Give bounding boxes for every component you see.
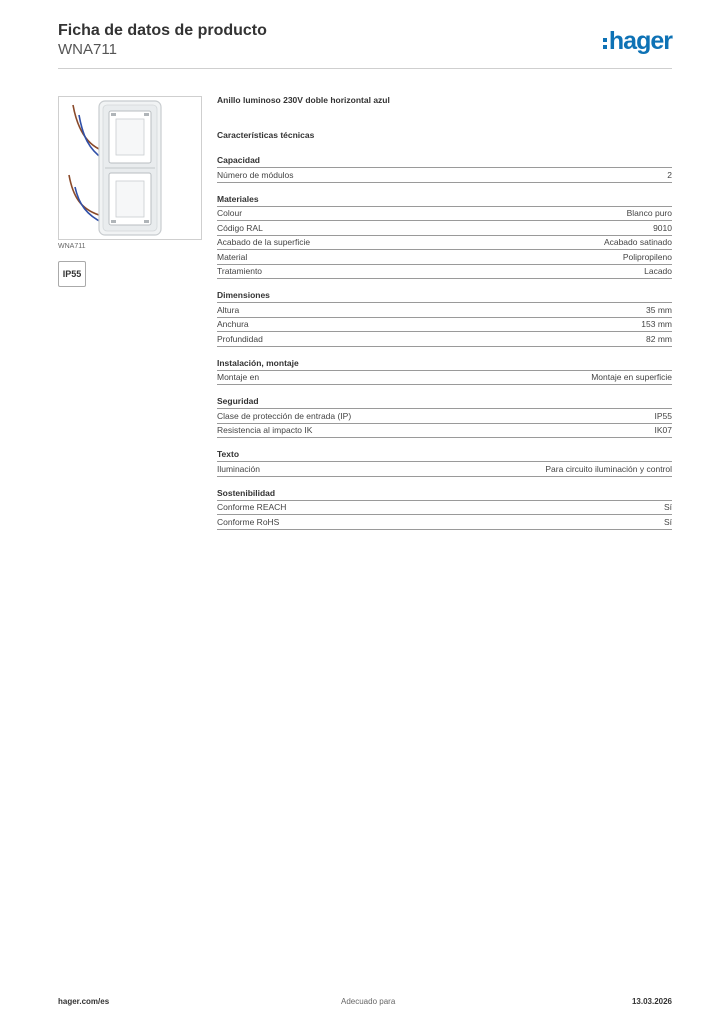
spec-label: Clase de protección de entrada (IP) xyxy=(217,410,352,421)
spec-value: Sí xyxy=(663,502,672,513)
section-title: Características técnicas xyxy=(217,130,315,140)
spec-value: Montaje en superficie xyxy=(591,372,672,383)
spec-value: Lacado xyxy=(644,266,672,277)
spec-label: Profundidad xyxy=(217,333,263,344)
spec-row xyxy=(217,332,672,347)
page-title: Ficha de datos de producto xyxy=(58,22,267,39)
group-title: Sostenibilidad xyxy=(217,487,672,501)
page-header xyxy=(58,20,672,69)
spec-value: Para circuito iluminación y control xyxy=(545,463,672,474)
group-title: Dimensiones xyxy=(217,289,672,303)
spec-value: 35 mm xyxy=(646,304,672,315)
group-title: Materiales xyxy=(217,193,672,207)
spec-value: IK07 xyxy=(654,425,672,436)
spec-value: Blanco puro xyxy=(626,208,672,219)
spec-group-dimensiones xyxy=(217,289,672,347)
footer-date: 13.03.2026 xyxy=(631,997,672,1006)
footer-center-text: Adecuado para xyxy=(341,997,396,1006)
spec-label: Material xyxy=(217,251,248,262)
group-title: Capacidad xyxy=(217,154,672,168)
spec-value: 9010 xyxy=(653,222,672,233)
product-description: Anillo luminoso 230V doble horizontal azul xyxy=(217,95,390,105)
group-title: Texto xyxy=(217,448,672,462)
logo-dots-icon xyxy=(603,38,607,49)
spec-label: Iluminación xyxy=(217,463,260,474)
technical-specs xyxy=(217,95,672,530)
spec-row xyxy=(217,318,672,333)
spec-row xyxy=(217,409,672,424)
group-title: Instalación, montaje xyxy=(217,357,672,371)
spec-row xyxy=(217,501,672,516)
spec-row xyxy=(217,515,672,530)
spec-label: Conforme REACH xyxy=(217,502,287,513)
spec-group-texto xyxy=(217,448,672,477)
spec-value: Sí xyxy=(663,516,672,527)
spec-label: Acabado de la superficie xyxy=(217,237,311,248)
spec-value: 82 mm xyxy=(646,333,672,344)
spec-label: Número de módulos xyxy=(217,169,294,180)
spec-group-materiales xyxy=(217,193,672,280)
product-code: WNA711 xyxy=(58,41,117,58)
spec-group-sostenibilidad xyxy=(217,487,672,530)
spec-row xyxy=(217,236,672,251)
spec-label: Colour xyxy=(217,208,243,219)
spec-row xyxy=(217,207,672,222)
spec-row xyxy=(217,371,672,386)
hager-logo[interactable] xyxy=(603,26,672,56)
image-caption: WNA711 xyxy=(58,243,86,250)
spec-label: Código RAL xyxy=(217,222,263,233)
spec-label: Conforme RoHS xyxy=(217,516,280,527)
product-image xyxy=(58,96,202,240)
spec-value: 153 mm xyxy=(641,319,672,330)
ip-rating-badge: IP55 xyxy=(58,261,86,287)
spec-row xyxy=(217,462,672,477)
spec-row xyxy=(217,424,672,439)
spec-label: Altura xyxy=(217,304,240,315)
spec-row xyxy=(217,265,672,280)
spec-value: IP55 xyxy=(654,410,672,421)
website-link[interactable]: hager.com/es xyxy=(58,997,110,1006)
group-title: Seguridad xyxy=(217,395,672,409)
logo-text: hager xyxy=(608,27,672,55)
spec-row xyxy=(217,221,672,236)
spec-value: Acabado satinado xyxy=(603,237,672,248)
spec-label: Tratamiento xyxy=(217,266,263,277)
spec-group-seguridad xyxy=(217,395,672,438)
spec-value: 2 xyxy=(667,169,672,180)
spec-row xyxy=(217,303,672,318)
spec-label: Resistencia al impacto IK xyxy=(217,425,313,436)
spec-row xyxy=(217,250,672,265)
spec-row xyxy=(217,168,672,183)
spec-value: Polipropileno xyxy=(622,251,672,262)
spec-group-capacidad xyxy=(217,154,672,183)
spec-label: Montaje en xyxy=(217,372,260,383)
spec-label: Anchura xyxy=(217,319,249,330)
spec-group-instalacion xyxy=(217,357,672,386)
product-photo-icon xyxy=(59,97,201,239)
